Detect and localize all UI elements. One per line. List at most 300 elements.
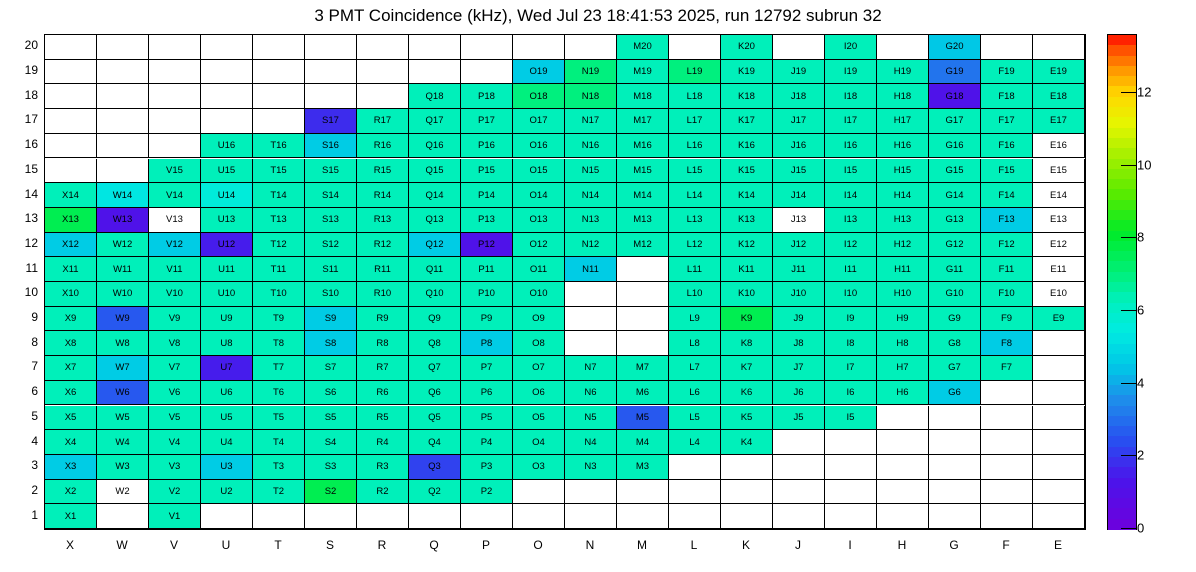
heatmap-cell-s12: S12 <box>305 233 357 258</box>
heatmap-cell <box>1033 356 1085 381</box>
heatmap-cell-r17: R17 <box>357 109 409 134</box>
colorbar-segment <box>1108 436 1136 447</box>
heatmap-cell-t9: T9 <box>253 307 305 332</box>
heatmap-cell-s9: S9 <box>305 307 357 332</box>
colorbar-tick-label: 4 <box>1137 375 1145 391</box>
x-tick-label: O <box>533 538 543 552</box>
heatmap-cell <box>565 480 617 505</box>
heatmap-cell <box>565 504 617 529</box>
heatmap-cell-i18: I18 <box>825 84 877 109</box>
heatmap-cell-v8: V8 <box>149 331 201 356</box>
colorbar-tick-label: 0 <box>1137 520 1145 536</box>
heatmap-cell-k20: K20 <box>721 35 773 60</box>
heatmap-cell-u6: U6 <box>201 381 253 406</box>
heatmap-cell-j19: J19 <box>773 60 825 85</box>
colorbar-segment <box>1108 467 1136 478</box>
heatmap-cell-i13: I13 <box>825 208 877 233</box>
heatmap-cell <box>669 504 721 529</box>
heatmap-cell <box>773 504 825 529</box>
x-tick-label: E <box>1053 538 1062 552</box>
heatmap-cell <box>305 60 357 85</box>
x-tick-label: F <box>1002 538 1010 552</box>
heatmap-cell <box>253 60 305 85</box>
heatmap-cell-q14: Q14 <box>409 183 461 208</box>
heatmap-cell-x2: X2 <box>45 480 97 505</box>
heatmap-cell-i5: I5 <box>825 406 877 431</box>
heatmap-cell-n12: N12 <box>565 233 617 258</box>
heatmap-cell-u9: U9 <box>201 307 253 332</box>
heatmap-cell-j14: J14 <box>773 183 825 208</box>
heatmap-cell-o12: O12 <box>513 233 565 258</box>
heatmap-cell <box>357 35 409 60</box>
heatmap-cell-q16: Q16 <box>409 134 461 159</box>
heatmap-cell-u7: U7 <box>201 356 253 381</box>
heatmap-cell-m20: M20 <box>617 35 669 60</box>
heatmap-cell-v1: V1 <box>149 504 201 529</box>
heatmap-cell-t2: T2 <box>253 480 305 505</box>
colorbar-tick-mark <box>1121 92 1137 93</box>
heatmap-cell <box>877 480 929 505</box>
heatmap-cell <box>981 480 1033 505</box>
heatmap-cell <box>929 504 981 529</box>
heatmap-cell-e18: E18 <box>1033 84 1085 109</box>
heatmap-cell-x5: X5 <box>45 406 97 431</box>
heatmap-cell-l7: L7 <box>669 356 721 381</box>
heatmap-cell-g13: G13 <box>929 208 981 233</box>
heatmap-cell-n4: N4 <box>565 430 617 455</box>
y-tick-label: 11 <box>25 260 38 275</box>
heatmap-cell-l4: L4 <box>669 430 721 455</box>
colorbar-segment <box>1108 303 1136 314</box>
heatmap-cell-l12: L12 <box>669 233 721 258</box>
heatmap-cell-m17: M17 <box>617 109 669 134</box>
heatmap-cell <box>773 430 825 455</box>
heatmap-cell-u16: U16 <box>201 134 253 159</box>
heatmap-cell-q5: Q5 <box>409 406 461 431</box>
heatmap-cell-k14: K14 <box>721 183 773 208</box>
heatmap-cell-s15: S15 <box>305 159 357 184</box>
heatmap-cell-k15: K15 <box>721 159 773 184</box>
y-tick-label: 17 <box>24 112 38 127</box>
colorbar-tick-label: 12 <box>1137 84 1152 100</box>
heatmap-cell-p12: P12 <box>461 233 513 258</box>
heatmap-cell-n15: N15 <box>565 159 617 184</box>
heatmap-cell <box>617 257 669 282</box>
colorbar-segment <box>1108 416 1136 427</box>
heatmap-cell-t6: T6 <box>253 381 305 406</box>
y-tick-label: 15 <box>24 161 38 176</box>
heatmap-cell-t8: T8 <box>253 331 305 356</box>
heatmap-cell-j15: J15 <box>773 159 825 184</box>
heatmap-cell <box>565 331 617 356</box>
heatmap-grid <box>44 34 1086 530</box>
heatmap-cell-e15: E15 <box>1033 159 1085 184</box>
colorbar-segment <box>1108 313 1136 324</box>
y-tick-label: 2 <box>31 482 38 497</box>
heatmap-cell-l9: L9 <box>669 307 721 332</box>
heatmap-cell-g12: G12 <box>929 233 981 258</box>
heatmap-cell <box>981 35 1033 60</box>
heatmap-cell <box>305 84 357 109</box>
heatmap-cell-p6: P6 <box>461 381 513 406</box>
colorbar-segment <box>1108 66 1136 77</box>
colorbar-segment <box>1108 35 1136 46</box>
x-tick-label: L <box>690 538 698 552</box>
heatmap-cell <box>981 455 1033 480</box>
heatmap-cell <box>825 455 877 480</box>
colorbar-segment <box>1108 498 1136 509</box>
heatmap-cell-e14: E14 <box>1033 183 1085 208</box>
heatmap-cell <box>45 35 97 60</box>
heatmap-cell-w5: W5 <box>97 406 149 431</box>
colorbar-segment <box>1108 241 1136 252</box>
heatmap-cell-j11: J11 <box>773 257 825 282</box>
heatmap-cell <box>1033 455 1085 480</box>
heatmap-cell-o18: O18 <box>513 84 565 109</box>
heatmap-cell-s13: S13 <box>305 208 357 233</box>
heatmap-cell-o4: O4 <box>513 430 565 455</box>
heatmap-cell-f13: F13 <box>981 208 1033 233</box>
heatmap-cell-o17: O17 <box>513 109 565 134</box>
x-tick-label: W <box>116 538 128 552</box>
heatmap-cell-p8: P8 <box>461 331 513 356</box>
heatmap-cell-u8: U8 <box>201 331 253 356</box>
heatmap-cell-t5: T5 <box>253 406 305 431</box>
colorbar-tick-mark <box>1121 455 1137 456</box>
heatmap-cell <box>773 455 825 480</box>
heatmap-cell-n5: N5 <box>565 406 617 431</box>
heatmap-cell <box>149 35 201 60</box>
y-tick-label: 5 <box>31 408 38 423</box>
y-tick-label: 16 <box>24 137 38 152</box>
heatmap-cell-i16: I16 <box>825 134 877 159</box>
heatmap-cell-g6: G6 <box>929 381 981 406</box>
heatmap-cell-h17: H17 <box>877 109 929 134</box>
heatmap-cell-p3: P3 <box>461 455 513 480</box>
heatmap-cell-f18: F18 <box>981 84 1033 109</box>
heatmap-cell-x12: X12 <box>45 233 97 258</box>
heatmap-cell-r4: R4 <box>357 430 409 455</box>
heatmap-cell-q7: Q7 <box>409 356 461 381</box>
heatmap-cell <box>1033 480 1085 505</box>
heatmap-cell-r9: R9 <box>357 307 409 332</box>
heatmap-cell-m16: M16 <box>617 134 669 159</box>
x-tick-label: H <box>897 538 907 552</box>
heatmap-cell <box>97 109 149 134</box>
heatmap-cell-j8: J8 <box>773 331 825 356</box>
heatmap-cell <box>1033 35 1085 60</box>
heatmap-cell-r3: R3 <box>357 455 409 480</box>
colorbar-segment <box>1108 56 1136 67</box>
heatmap-cell-v4: V4 <box>149 430 201 455</box>
heatmap-cell <box>565 282 617 307</box>
heatmap-cell-l15: L15 <box>669 159 721 184</box>
heatmap-cell-u14: U14 <box>201 183 253 208</box>
heatmap-cell-v9: V9 <box>149 307 201 332</box>
heatmap-cell-h10: H10 <box>877 282 929 307</box>
heatmap-cell-g17: G17 <box>929 109 981 134</box>
colorbar-tick-label: 8 <box>1137 229 1145 245</box>
heatmap-cell-r13: R13 <box>357 208 409 233</box>
heatmap-cell <box>825 504 877 529</box>
heatmap-cell-o10: O10 <box>513 282 565 307</box>
y-tick-label: 6 <box>31 384 38 399</box>
heatmap-cell-v6: V6 <box>149 381 201 406</box>
heatmap-cell-s6: S6 <box>305 381 357 406</box>
heatmap-cell-g9: G9 <box>929 307 981 332</box>
heatmap-cell-s2: S2 <box>305 480 357 505</box>
heatmap-cell <box>357 60 409 85</box>
heatmap-cell-m4: M4 <box>617 430 669 455</box>
colorbar-segment <box>1108 220 1136 231</box>
heatmap-cell-w2: W2 <box>97 480 149 505</box>
heatmap-cell-o9: O9 <box>513 307 565 332</box>
heatmap-cell <box>773 35 825 60</box>
heatmap-cell-g16: G16 <box>929 134 981 159</box>
heatmap-cell-u13: U13 <box>201 208 253 233</box>
heatmap-cell <box>721 504 773 529</box>
x-tick-label: I <box>848 538 852 552</box>
heatmap-cell <box>97 504 149 529</box>
heatmap-cell-t14: T14 <box>253 183 305 208</box>
heatmap-cell-x11: X11 <box>45 257 97 282</box>
heatmap-cell-m12: M12 <box>617 233 669 258</box>
heatmap-cell-q9: Q9 <box>409 307 461 332</box>
y-tick-label: 19 <box>24 63 38 78</box>
heatmap-cell-e16: E16 <box>1033 134 1085 159</box>
heatmap-cell-l6: L6 <box>669 381 721 406</box>
heatmap-cell-v10: V10 <box>149 282 201 307</box>
heatmap-cell-w4: W4 <box>97 430 149 455</box>
colorbar-segment <box>1108 117 1136 128</box>
heatmap-cell-r16: R16 <box>357 134 409 159</box>
heatmap-cell-s10: S10 <box>305 282 357 307</box>
heatmap-cell <box>461 60 513 85</box>
heatmap-cell-t16: T16 <box>253 134 305 159</box>
colorbar-segment <box>1108 272 1136 283</box>
heatmap-cell <box>97 159 149 184</box>
heatmap-cell <box>877 504 929 529</box>
heatmap-cell-k12: K12 <box>721 233 773 258</box>
heatmap-cell-s3: S3 <box>305 455 357 480</box>
heatmap-cell-s17: S17 <box>305 109 357 134</box>
heatmap-cell <box>721 455 773 480</box>
heatmap-cell-h12: H12 <box>877 233 929 258</box>
heatmap-cell <box>97 134 149 159</box>
heatmap-cell-x9: X9 <box>45 307 97 332</box>
heatmap-cell <box>97 35 149 60</box>
heatmap-cell-o3: O3 <box>513 455 565 480</box>
heatmap-cell-o14: O14 <box>513 183 565 208</box>
heatmap-cell-s7: S7 <box>305 356 357 381</box>
heatmap-cell-t3: T3 <box>253 455 305 480</box>
heatmap-cell <box>929 455 981 480</box>
heatmap-cell-g7: G7 <box>929 356 981 381</box>
x-tick-label: Q <box>429 538 439 552</box>
heatmap-cell-r2: R2 <box>357 480 409 505</box>
colorbar-segment <box>1108 231 1136 242</box>
colorbar-segment <box>1108 282 1136 293</box>
colorbar-tick-mark <box>1121 383 1137 384</box>
heatmap-cell <box>981 430 1033 455</box>
x-tick-label: V <box>169 538 178 552</box>
heatmap-cell-j17: J17 <box>773 109 825 134</box>
heatmap-cell-j10: J10 <box>773 282 825 307</box>
heatmap-cell <box>877 455 929 480</box>
heatmap-cell-m5: M5 <box>617 406 669 431</box>
heatmap-cell-k8: K8 <box>721 331 773 356</box>
heatmap-cell-l17: L17 <box>669 109 721 134</box>
heatmap-cell <box>253 84 305 109</box>
heatmap-cell-s11: S11 <box>305 257 357 282</box>
heatmap-cell <box>253 35 305 60</box>
heatmap-cell <box>201 35 253 60</box>
heatmap-cell-t15: T15 <box>253 159 305 184</box>
heatmap-cell-l18: L18 <box>669 84 721 109</box>
heatmap-cell-k11: K11 <box>721 257 773 282</box>
heatmap-cell-p5: P5 <box>461 406 513 431</box>
heatmap-cell-i10: I10 <box>825 282 877 307</box>
heatmap-cell-e11: E11 <box>1033 257 1085 282</box>
colorbar-segment <box>1108 354 1136 365</box>
heatmap-cell-q6: Q6 <box>409 381 461 406</box>
heatmap-cell-i20: I20 <box>825 35 877 60</box>
heatmap-cell-s8: S8 <box>305 331 357 356</box>
heatmap-cell-g19: G19 <box>929 60 981 85</box>
colorbar-tick-mark <box>1121 237 1137 238</box>
colorbar-segment <box>1108 478 1136 489</box>
heatmap-cell-w6: W6 <box>97 381 149 406</box>
heatmap-cell <box>981 406 1033 431</box>
heatmap-cell-n7: N7 <box>565 356 617 381</box>
x-tick-label: K <box>741 538 750 552</box>
heatmap-cell-r11: R11 <box>357 257 409 282</box>
y-tick-label: 18 <box>24 87 38 102</box>
heatmap-cell-f7: F7 <box>981 356 1033 381</box>
heatmap-cell <box>1033 406 1085 431</box>
heatmap-cell-q3: Q3 <box>409 455 461 480</box>
heatmap-cell-v14: V14 <box>149 183 201 208</box>
heatmap-cell-o11: O11 <box>513 257 565 282</box>
heatmap-cell-x1: X1 <box>45 504 97 529</box>
heatmap-cell-q13: Q13 <box>409 208 461 233</box>
heatmap-cell-n14: N14 <box>565 183 617 208</box>
heatmap-cell-r8: R8 <box>357 331 409 356</box>
heatmap-cell-h7: H7 <box>877 356 929 381</box>
heatmap-cell <box>201 109 253 134</box>
heatmap-cell-j7: J7 <box>773 356 825 381</box>
heatmap-cell-u15: U15 <box>201 159 253 184</box>
heatmap-cell-s16: S16 <box>305 134 357 159</box>
heatmap-cell <box>617 504 669 529</box>
heatmap-cell <box>929 430 981 455</box>
heatmap-cell-m18: M18 <box>617 84 669 109</box>
colorbar-segment <box>1108 210 1136 221</box>
heatmap-cell <box>617 480 669 505</box>
heatmap-cell-l19: L19 <box>669 60 721 85</box>
heatmap-cell <box>201 84 253 109</box>
heatmap-cell-w10: W10 <box>97 282 149 307</box>
heatmap-cell-g18: G18 <box>929 84 981 109</box>
heatmap-cell-o16: O16 <box>513 134 565 159</box>
y-tick-label: 3 <box>31 458 38 473</box>
heatmap-cell <box>669 455 721 480</box>
heatmap-cell-u4: U4 <box>201 430 253 455</box>
heatmap-cell-k10: K10 <box>721 282 773 307</box>
colorbar-segment <box>1108 333 1136 344</box>
colorbar-segment <box>1108 508 1136 519</box>
heatmap-cell-m13: M13 <box>617 208 669 233</box>
heatmap-cell <box>45 60 97 85</box>
heatmap-cell-u10: U10 <box>201 282 253 307</box>
heatmap-cell-q4: Q4 <box>409 430 461 455</box>
heatmap-cell <box>45 109 97 134</box>
colorbar-segment <box>1108 107 1136 118</box>
colorbar-segment <box>1108 200 1136 211</box>
heatmap-cell-k5: K5 <box>721 406 773 431</box>
heatmap-cell <box>357 504 409 529</box>
y-tick-label: 1 <box>31 507 38 522</box>
heatmap-cell-f8: F8 <box>981 331 1033 356</box>
heatmap-cell-f16: F16 <box>981 134 1033 159</box>
heatmap-cell-p14: P14 <box>461 183 513 208</box>
heatmap-cell <box>877 406 929 431</box>
heatmap-cell-o7: O7 <box>513 356 565 381</box>
heatmap-cell-f14: F14 <box>981 183 1033 208</box>
heatmap-cell-o5: O5 <box>513 406 565 431</box>
heatmap-cell <box>253 109 305 134</box>
heatmap-cell-m14: M14 <box>617 183 669 208</box>
colorbar-segment <box>1108 261 1136 272</box>
heatmap-cell-f17: F17 <box>981 109 1033 134</box>
heatmap-cell-x10: X10 <box>45 282 97 307</box>
heatmap-cell <box>1033 504 1085 529</box>
heatmap-cell-w11: W11 <box>97 257 149 282</box>
heatmap-cell-n17: N17 <box>565 109 617 134</box>
heatmap-cell-h14: H14 <box>877 183 929 208</box>
heatmap-cell-g14: G14 <box>929 183 981 208</box>
heatmap-cell-i8: I8 <box>825 331 877 356</box>
heatmap-cell <box>981 504 1033 529</box>
heatmap-cell-p4: P4 <box>461 430 513 455</box>
heatmap-cell-x13: X13 <box>45 208 97 233</box>
colorbar-tick-label: 2 <box>1137 447 1145 463</box>
heatmap-cell-f9: F9 <box>981 307 1033 332</box>
colorbar-tick-mark <box>1121 165 1137 166</box>
heatmap-cell-q2: Q2 <box>409 480 461 505</box>
heatmap-cell-w13: W13 <box>97 208 149 233</box>
heatmap-cell-j6: J6 <box>773 381 825 406</box>
heatmap-cell-i19: I19 <box>825 60 877 85</box>
heatmap-cell <box>513 480 565 505</box>
heatmap-cell-g15: G15 <box>929 159 981 184</box>
heatmap-cell-g20: G20 <box>929 35 981 60</box>
heatmap-cell-v11: V11 <box>149 257 201 282</box>
heatmap-cell-i15: I15 <box>825 159 877 184</box>
heatmap-cell <box>877 430 929 455</box>
heatmap-cell <box>201 504 253 529</box>
heatmap-cell-m19: M19 <box>617 60 669 85</box>
colorbar-segment <box>1108 128 1136 139</box>
colorbar-segment <box>1108 97 1136 108</box>
heatmap-cell <box>929 480 981 505</box>
heatmap-cell-x4: X4 <box>45 430 97 455</box>
colorbar-tick-mark <box>1121 310 1137 311</box>
heatmap-cell-u12: U12 <box>201 233 253 258</box>
heatmap-cell-h11: H11 <box>877 257 929 282</box>
heatmap-cell-v7: V7 <box>149 356 201 381</box>
x-tick-label: X <box>65 538 74 552</box>
